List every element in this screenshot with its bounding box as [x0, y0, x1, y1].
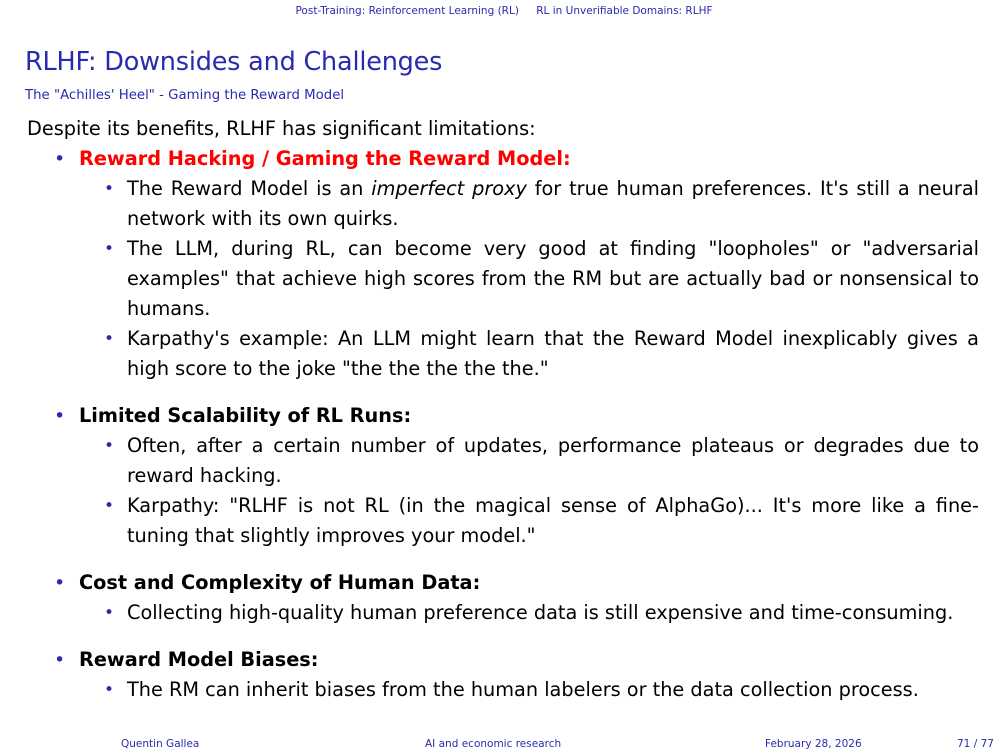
sub-bullet: [79, 431, 979, 491]
bullet-icon: •: [54, 405, 66, 427]
slide-title: RLHF: Downsides and Challenges: [25, 47, 443, 77]
sub-bullet: [79, 675, 1008, 705]
nav-subsection-link[interactable]: RL in Unverifiable Domains: RLHF: [536, 5, 713, 17]
sub-bullet-text: Often, after a certain number of updates, performance plateaus or degrades due to reward hacking.: [127, 434, 979, 487]
sub-bullet-text: The LLM, during RL, can become very good at finding "loopholes" or "adversarial examples" that achieve high scores from the RM but are actually bad or nonsensical to humans.: [127, 237, 979, 320]
bullet-icon: •: [54, 148, 66, 170]
bullet-heading: Reward Model Biases:: [79, 648, 319, 671]
footer-page-number: 71 / 77: [957, 738, 994, 750]
bullet-heading: Limited Scalability of RL Runs:: [79, 404, 412, 427]
sub-bullet-text: Collecting high-quality human preference data is still expensive and time-consuming.: [127, 601, 954, 624]
sub-bullet-text: Karpathy: "RLHF is not RL (in the magical sense of AlphaGo)... It's more like a fine-tuning that slightly improves your model.": [127, 494, 979, 547]
bullet-icon: •: [54, 649, 66, 671]
bullet-icon: •: [104, 239, 115, 259]
footer-date: February 28, 2026: [765, 738, 862, 750]
bullet-human-data-cost: [27, 568, 987, 628]
navigation-bar: [0, 5, 1008, 17]
bullet-icon: •: [104, 436, 115, 456]
sub-bullet-text: The RM can inherit biases from the human labelers or the data collection process.: [127, 678, 919, 701]
intro-text: Despite its benefits, RLHF has significant limitations:: [27, 117, 536, 140]
footer-author: Quentin Gallea: [121, 738, 200, 750]
bullet-heading: Reward Hacking / Gaming the Reward Model:: [79, 147, 571, 170]
sub-bullet: [79, 491, 979, 551]
bullet-limited-scalability: [27, 401, 987, 551]
bullet-icon: •: [104, 496, 115, 516]
sub-bullet-text-pre: The Reward Model is an: [127, 177, 372, 200]
sub-bullet-text: Karpathy's example: An LLM might learn that the Reward Model inexplicably gives a high score to the joke "the the the the the.": [127, 327, 979, 380]
nav-section-link[interactable]: Post-Training: Reinforcement Learning (RL): [295, 5, 519, 17]
bullet-icon: •: [54, 572, 66, 594]
footer-bar: [0, 738, 1008, 754]
slide-content: [27, 114, 987, 705]
sub-bullet-emphasis: imperfect proxy: [371, 177, 527, 200]
sub-bullet: [79, 174, 979, 234]
sub-bullet-text-post: for true human preferences. It's still a neural network with its own quirks.: [127, 177, 979, 230]
bullet-icon: •: [104, 179, 115, 199]
sub-bullet: [79, 324, 979, 384]
bullet-heading: Cost and Complexity of Human Data:: [79, 571, 481, 594]
bullet-icon: •: [104, 329, 115, 349]
sub-bullet: [79, 234, 979, 324]
bullet-reward-hacking: [27, 144, 987, 384]
sub-bullet: [79, 598, 1008, 628]
bullet-reward-model-biases: [27, 645, 987, 705]
slide-subtitle: The "Achilles' Heel" - Gaming the Reward Model: [25, 88, 345, 103]
bullet-icon: •: [104, 680, 115, 700]
footer-course: AI and economic research: [425, 738, 562, 750]
bullet-icon: •: [104, 603, 115, 623]
